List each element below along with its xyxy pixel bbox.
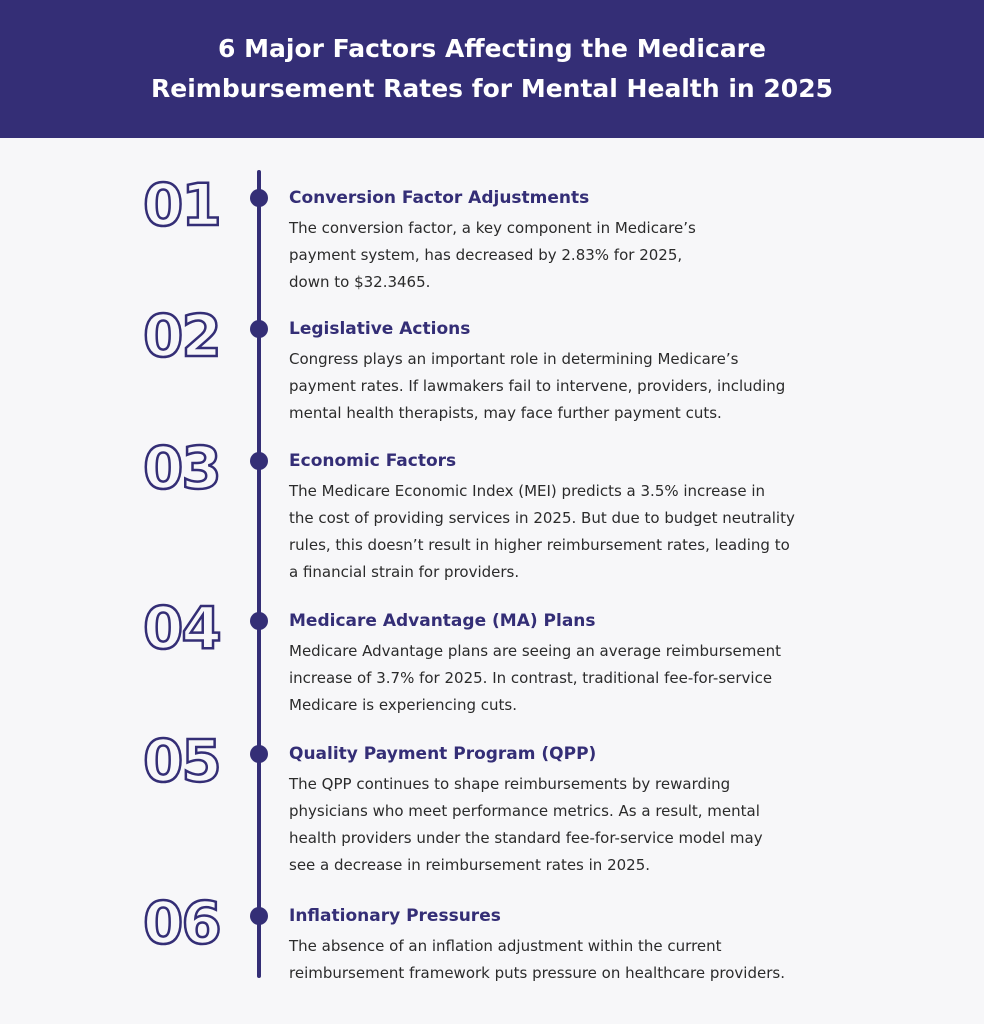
factor-description-line: health providers under the standard fee-for-service model may <box>289 829 763 847</box>
factor-description <box>289 771 949 879</box>
header-banner <box>0 0 984 138</box>
factor-number: 03 <box>143 434 220 502</box>
factor-title: Inflationary Pressures <box>289 906 501 926</box>
page-title-line-1: 6 Major Factors Affecting the Medicare <box>218 34 766 63</box>
timeline-dot <box>250 320 268 338</box>
factor-title: Medicare Advantage (MA) Plans <box>289 611 596 631</box>
factor-description-line: reimbursement framework puts pressure on healthcare providers. <box>289 964 785 982</box>
factor-description-line: mental health therapists, may face further payment cuts. <box>289 404 722 422</box>
factor-description-line: increase of 3.7% for 2025. In contrast, traditional fee-for-service <box>289 669 773 687</box>
page-title-line-2: Reimbursement Rates for Mental Health in 2025 <box>151 74 833 103</box>
factor-description-line: Medicare Advantage plans are seeing an average reimbursement <box>289 642 782 660</box>
factor-number: 06 <box>143 889 220 957</box>
factor-title: Economic Factors <box>289 451 457 471</box>
factor-description <box>289 638 949 719</box>
timeline-dot <box>250 612 268 630</box>
factor-description-line: The QPP continues to shape reimbursements by rewarding <box>289 775 731 793</box>
factor-description-line: a financial strain for providers. <box>289 563 520 581</box>
factor-number: 04 <box>143 594 220 662</box>
factor-description-line: Congress plays an important role in determining Medicare’s <box>289 350 739 368</box>
factor-description-line: the cost of providing services in 2025. But due to budget neutrality <box>289 509 795 527</box>
factor-description <box>289 346 949 427</box>
factor-description-line: see a decrease in reimbursement rates in 2025. <box>289 856 651 874</box>
factor-description-line: payment rates. If lawmakers fail to intervene, providers, including <box>289 377 786 395</box>
timeline-dot <box>250 907 268 925</box>
factor-title: Conversion Factor Adjustments <box>289 188 590 208</box>
factor-number: 01 <box>143 171 220 239</box>
factor-description-line: rules, this doesn’t result in higher reimbursement rates, leading to <box>289 536 790 554</box>
factor-description-line: The absence of an inflation adjustment within the current <box>289 937 722 955</box>
factor-description-line: physicians who meet performance metrics. As a result, mental <box>289 802 760 820</box>
factor-description <box>289 215 949 296</box>
timeline-dot <box>250 745 268 763</box>
timeline-dot <box>250 189 268 207</box>
factor-description <box>289 933 949 987</box>
factor-number: 05 <box>143 727 220 795</box>
factor-description-line: down to $32.3465. <box>289 273 431 291</box>
timeline-dot <box>250 452 268 470</box>
factor-description-line: payment system, has decreased by 2.83% for 2025, <box>289 246 683 264</box>
timeline-line <box>257 170 261 978</box>
factor-description <box>289 478 949 586</box>
factor-description-line: The Medicare Economic Index (MEI) predicts a 3.5% increase in <box>289 482 766 500</box>
factor-description-line: The conversion factor, a key component in Medicare’s <box>289 219 696 237</box>
factor-number: 02 <box>143 302 220 370</box>
factor-title: Legislative Actions <box>289 319 471 339</box>
factor-title: Quality Payment Program (QPP) <box>289 744 597 764</box>
factor-description-line: Medicare is experiencing cuts. <box>289 696 517 714</box>
